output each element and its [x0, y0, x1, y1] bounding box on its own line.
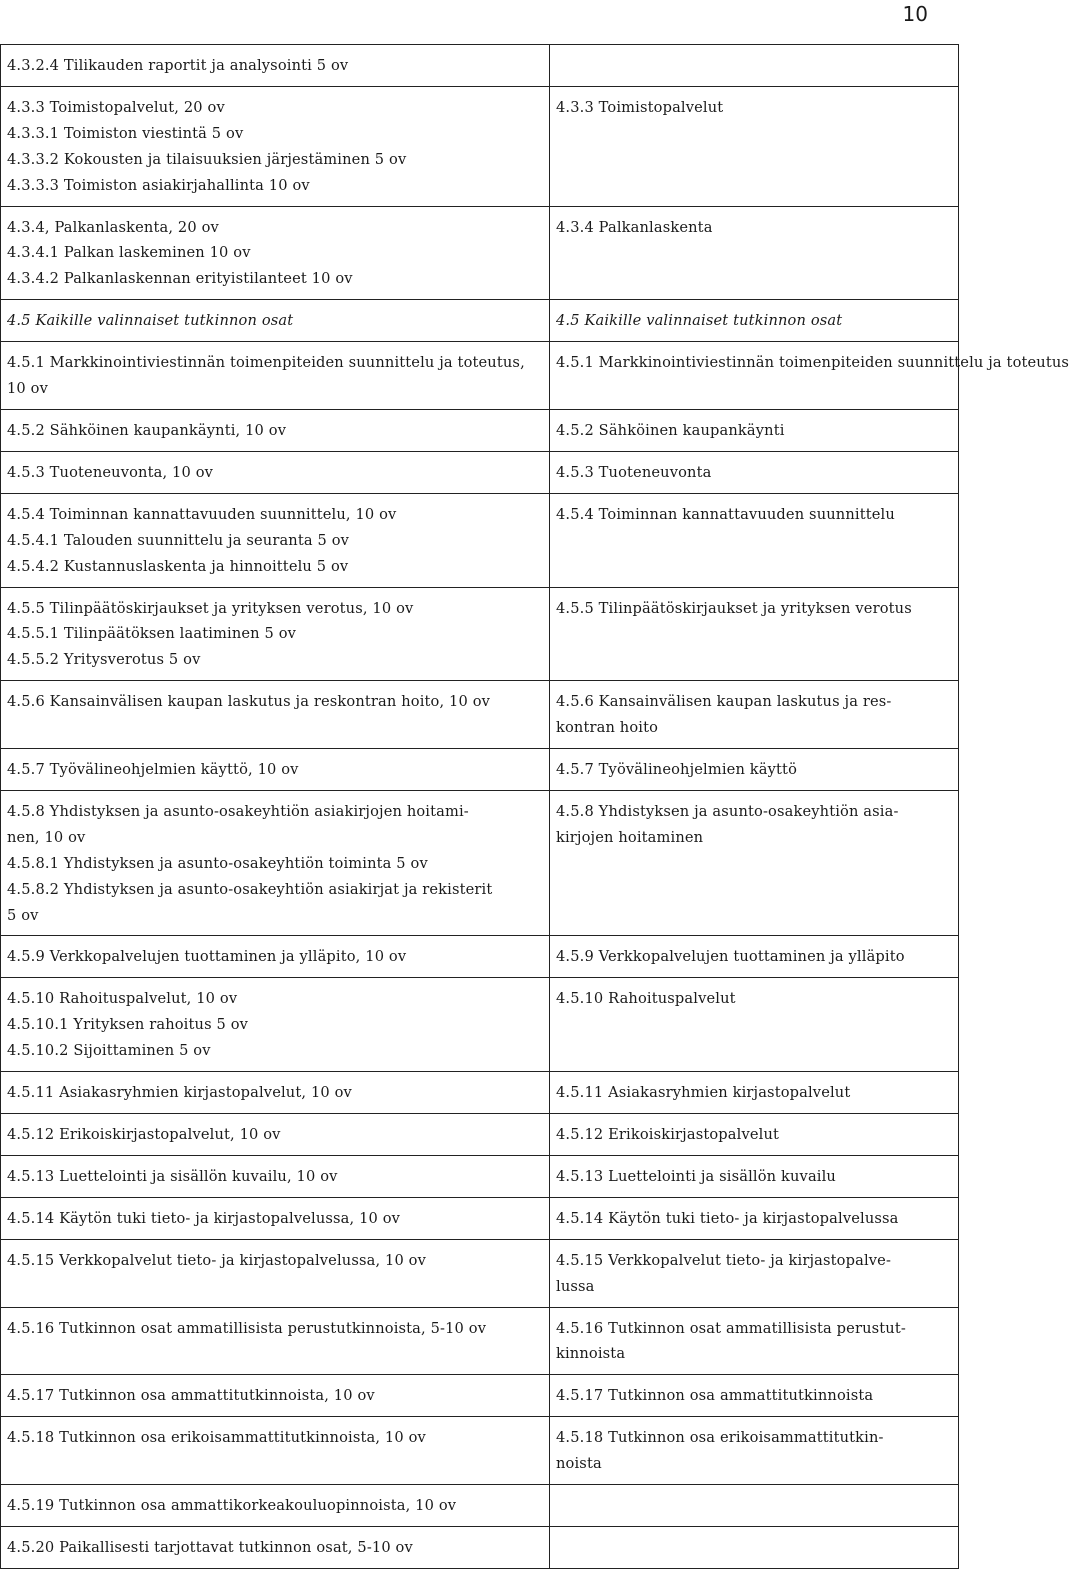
unit-line: 4.5.20 Paikallisesti tarjottavat tutkinnon osat, 5-10 ov — [7, 1538, 413, 1556]
unit-line: 4.5.16 Tutkinnon osat ammatillisista perustutkinnoista, 5-10 ov — [7, 1319, 487, 1337]
unit-line: 4.3.3.1 Toimiston viestintä 5 ov — [7, 124, 244, 142]
unit-line: 4.5.8.1 Yhdistyksen ja asunto-osakeyhtiön toiminta 5 ov — [7, 854, 428, 872]
unit-line: 4.5.8.2 Yhdistyksen ja asunto-osakeyhtiön asiakirjat ja rekisterit — [7, 880, 493, 898]
equivalent-unit-line: 4.5.17 Tutkinnon osa ammattitutkinnoista — [556, 1387, 874, 1405]
new-unit-cell — [1, 1417, 550, 1485]
table-row — [1, 1114, 959, 1156]
old-unit-cell — [550, 1155, 959, 1197]
unit-line: 4.5.12 Erikoiskirjastopalvelut, 10 ov — [7, 1126, 281, 1143]
equivalent-unit-line: 4.5.6 Kansainvälisen kaupan laskutus ja res- — [556, 693, 892, 711]
new-unit-cell — [1, 342, 550, 410]
page-number: 10 — [902, 2, 928, 26]
table-row — [1, 1155, 959, 1197]
old-unit-cell — [550, 206, 959, 300]
table-row — [1, 587, 959, 681]
equivalent-unit-line: 4.5.3 Tuoteneuvonta — [556, 463, 712, 481]
equivalent-unit-line: 4.5 Kaikille valinnaiset tutkinnon osat — [556, 312, 843, 330]
unit-line: 4.5.9 Verkkopalvelujen tuottaminen ja ylläpito, 10 ov — [7, 948, 407, 966]
old-unit-cell — [550, 1526, 959, 1568]
old-unit-cell — [550, 681, 959, 749]
equivalent-unit-line: kirjojen hoitaminen — [556, 828, 704, 846]
table-row — [1, 681, 959, 749]
table-row — [1, 409, 959, 451]
equivalent-unit-line: 4.5.7 Työvälineohjelmien käyttö — [556, 761, 798, 779]
table-row — [1, 749, 959, 791]
old-unit-cell — [550, 45, 959, 87]
equivalent-unit-line: 4.3.3 Toimistopalvelut — [556, 98, 724, 116]
unit-line: 4.5.17 Tutkinnon osa ammattitutkinnoista, 10 ov — [7, 1387, 375, 1405]
table-row — [1, 978, 959, 1072]
unit-line: 4.5.15 Verkkopalvelut tieto- ja kirjastopalvelussa, 10 ov — [7, 1251, 427, 1269]
unit-line: 4.5.4.2 Kustannuslaskenta ja hinnoittelu 5 ov — [7, 557, 349, 575]
equivalent-unit-line: 4.5.11 Asiakasryhmien kirjastopalvelut — [556, 1084, 851, 1102]
new-unit-cell — [1, 1526, 550, 1568]
new-unit-cell — [1, 300, 550, 342]
new-unit-cell — [1, 1072, 550, 1114]
equivalent-unit-line: 4.5.15 Verkkopalvelut tieto- ja kirjastopalve- — [556, 1251, 892, 1269]
new-unit-cell — [1, 1375, 550, 1417]
new-unit-cell — [1, 206, 550, 300]
new-unit-cell — [1, 1114, 550, 1156]
unit-line: 4.5.4.1 Talouden suunnittelu ja seuranta 5 ov — [7, 531, 350, 549]
unit-line: 4.3.4.2 Palkanlaskennan erityistilanteet 10 ov — [7, 270, 353, 288]
unit-line: 4.3.2.4 Tilikauden raportit ja analysointi 5 ov — [7, 57, 349, 74]
old-unit-cell — [550, 300, 959, 342]
table-row — [1, 451, 959, 493]
unit-line: 4.3.3 Toimistopalvelut, 20 ov — [7, 98, 225, 116]
unit-line: 4.3.4, Palkanlaskenta, 20 ov — [7, 218, 219, 236]
unit-line: 4.5.6 Kansainvälisen kaupan laskutus ja reskontran hoito, 10 ov — [7, 693, 491, 711]
old-unit-cell — [550, 978, 959, 1072]
table-row — [1, 790, 959, 936]
table-row — [1, 86, 959, 206]
table-row — [1, 342, 959, 410]
equivalent-unit-line: noista — [556, 1455, 602, 1473]
equivalent-unit-line: kontran hoito — [556, 719, 659, 737]
unit-line: 4.5.5.1 Tilinpäätöksen laatiminen 5 ov — [7, 625, 297, 643]
new-unit-cell — [1, 1307, 550, 1375]
unit-line: 4.3.3.3 Toimiston asiakirjahallinta 10 ov — [7, 176, 310, 194]
unit-line: 4.5.2 Sähköinen kaupankäynti, 10 ov — [7, 421, 287, 439]
table-row — [1, 45, 959, 87]
old-unit-cell — [550, 409, 959, 451]
old-unit-cell — [550, 936, 959, 978]
table-row — [1, 936, 959, 978]
unit-line: 4.5.14 Käytön tuki tieto- ja kirjastopalvelussa, 10 ov — [7, 1209, 401, 1227]
old-unit-cell — [550, 1197, 959, 1239]
unit-line: nen, 10 ov — [7, 828, 86, 846]
unit-line: 4.5.7 Työvälineohjelmien käyttö, 10 ov — [7, 761, 299, 779]
old-unit-cell — [550, 1307, 959, 1375]
table-row — [1, 493, 959, 587]
old-unit-cell — [550, 1239, 959, 1307]
table-row — [1, 1239, 959, 1307]
unit-line: 4.5.10 Rahoituspalvelut, 10 ov — [7, 990, 238, 1008]
new-unit-cell — [1, 978, 550, 1072]
old-unit-cell — [550, 1375, 959, 1417]
unit-line: 4.5.10.2 Sijoittaminen 5 ov — [7, 1042, 211, 1060]
new-unit-cell — [1, 493, 550, 587]
old-unit-cell — [550, 342, 1069, 410]
unit-line: 4.5.5 Tilinpäätöskirjaukset ja yrityksen verotus, 10 ov — [7, 599, 414, 617]
table-row — [1, 1307, 959, 1375]
new-unit-cell — [1, 749, 550, 791]
table-row — [1, 300, 959, 342]
equivalent-unit-line: 4.5.10 Rahoituspalvelut — [556, 990, 736, 1008]
comparison-table-body — [1, 45, 1069, 1569]
old-unit-cell — [550, 790, 959, 936]
unit-line: 4.5.4 Toiminnan kannattavuuden suunnittelu, 10 ov — [7, 505, 397, 523]
equivalent-unit-line: 4.5.14 Käytön tuki tieto- ja kirjastopalvelussa — [556, 1209, 899, 1227]
old-unit-cell — [550, 749, 959, 791]
equivalent-unit-line: kinnoista — [556, 1345, 626, 1363]
new-unit-cell — [1, 45, 550, 87]
unit-line: 4.5.18 Tutkinnon osa erikoisammattitutkinnoista, 10 ov — [7, 1429, 426, 1447]
new-unit-cell — [1, 1485, 550, 1527]
new-unit-cell — [1, 409, 550, 451]
new-unit-cell — [1, 451, 550, 493]
old-unit-cell — [550, 1072, 959, 1114]
old-unit-cell — [550, 1417, 959, 1485]
table-row — [1, 206, 959, 300]
old-unit-cell — [550, 451, 959, 493]
new-unit-cell — [1, 587, 550, 681]
equivalent-unit-line: 4.5.5 Tilinpäätöskirjaukset ja yrityksen verotus — [556, 599, 912, 617]
table-row — [1, 1375, 959, 1417]
equivalent-unit-line: 4.5.12 Erikoiskirjastopalvelut — [556, 1126, 780, 1143]
old-unit-cell — [550, 86, 959, 206]
equivalent-unit-line: 4.5.8 Yhdistyksen ja asunto-osakeyhtiön asia- — [556, 802, 899, 820]
equivalent-unit-line: 4.5.9 Verkkopalvelujen tuottaminen ja ylläpito — [556, 948, 905, 966]
equivalent-unit-line: 4.5.13 Luettelointi ja sisällön kuvailu — [556, 1167, 836, 1185]
table-row — [1, 1072, 959, 1114]
unit-line: 4.5.19 Tutkinnon osa ammattikorkeakouluopinnoista, 10 ov — [7, 1497, 457, 1515]
new-unit-cell — [1, 790, 550, 936]
unit-line: 4.5.3 Tuoteneuvonta, 10 ov — [7, 463, 214, 481]
unit-line: 4.5.5.2 Yritysverotus 5 ov — [7, 651, 201, 669]
table-row — [1, 1526, 959, 1568]
new-unit-cell — [1, 1155, 550, 1197]
new-unit-cell — [1, 1239, 550, 1307]
equivalent-unit-line: lussa — [556, 1277, 595, 1295]
unit-line: 4.5.8 Yhdistyksen ja asunto-osakeyhtiön asiakirjojen hoitami- — [7, 802, 469, 820]
table-row — [1, 1485, 959, 1527]
unit-line: 4.3.3.2 Kokousten ja tilaisuuksien järjestäminen 5 ov — [7, 150, 407, 168]
equivalent-unit-line: 4.5.18 Tutkinnon osa erikoisammattitutkin- — [556, 1429, 884, 1447]
new-unit-cell — [1, 86, 550, 206]
unit-line: 4.3.4.1 Palkan laskeminen 10 ov — [7, 244, 251, 262]
unit-line: 5 ov — [7, 906, 39, 924]
unit-line: 4.5.13 Luettelointi ja sisällön kuvailu, 10 ov — [7, 1167, 338, 1185]
new-unit-cell — [1, 1197, 550, 1239]
new-unit-cell — [1, 936, 550, 978]
unit-line: 4.5.10.1 Yrityksen rahoitus 5 ov — [7, 1016, 249, 1034]
table-row — [1, 1417, 959, 1485]
unit-line: 4.5.1 Markkinointiviestinnän toimenpiteiden suunnittelu ja toteutus, 10 ov — [7, 354, 525, 398]
old-unit-cell — [550, 587, 959, 681]
table-row — [1, 1197, 959, 1239]
old-unit-cell — [550, 1114, 959, 1156]
new-unit-cell — [1, 681, 550, 749]
equivalent-unit-line: 4.5.2 Sähköinen kaupankäynti — [556, 421, 785, 439]
old-unit-cell — [550, 1485, 959, 1527]
unit-line: 4.5.11 Asiakasryhmien kirjastopalvelut, 10 ov — [7, 1084, 352, 1102]
equivalent-unit-line: 4.5.4 Toiminnan kannattavuuden suunnittelu — [556, 505, 895, 523]
equivalent-unit-line: 4.5.1 Markkinointiviestinnän toimenpiteiden suunnittelu ja toteutus — [556, 354, 1069, 372]
equivalent-unit-line: 4.3.4 Palkanlaskenta — [556, 218, 713, 236]
comparison-table — [0, 44, 1069, 1569]
old-unit-cell — [550, 493, 959, 587]
equivalent-unit-line: 4.5.16 Tutkinnon osat ammatillisista perustut- — [556, 1319, 906, 1337]
unit-line: 4.5 Kaikille valinnaiset tutkinnon osat — [7, 312, 294, 330]
